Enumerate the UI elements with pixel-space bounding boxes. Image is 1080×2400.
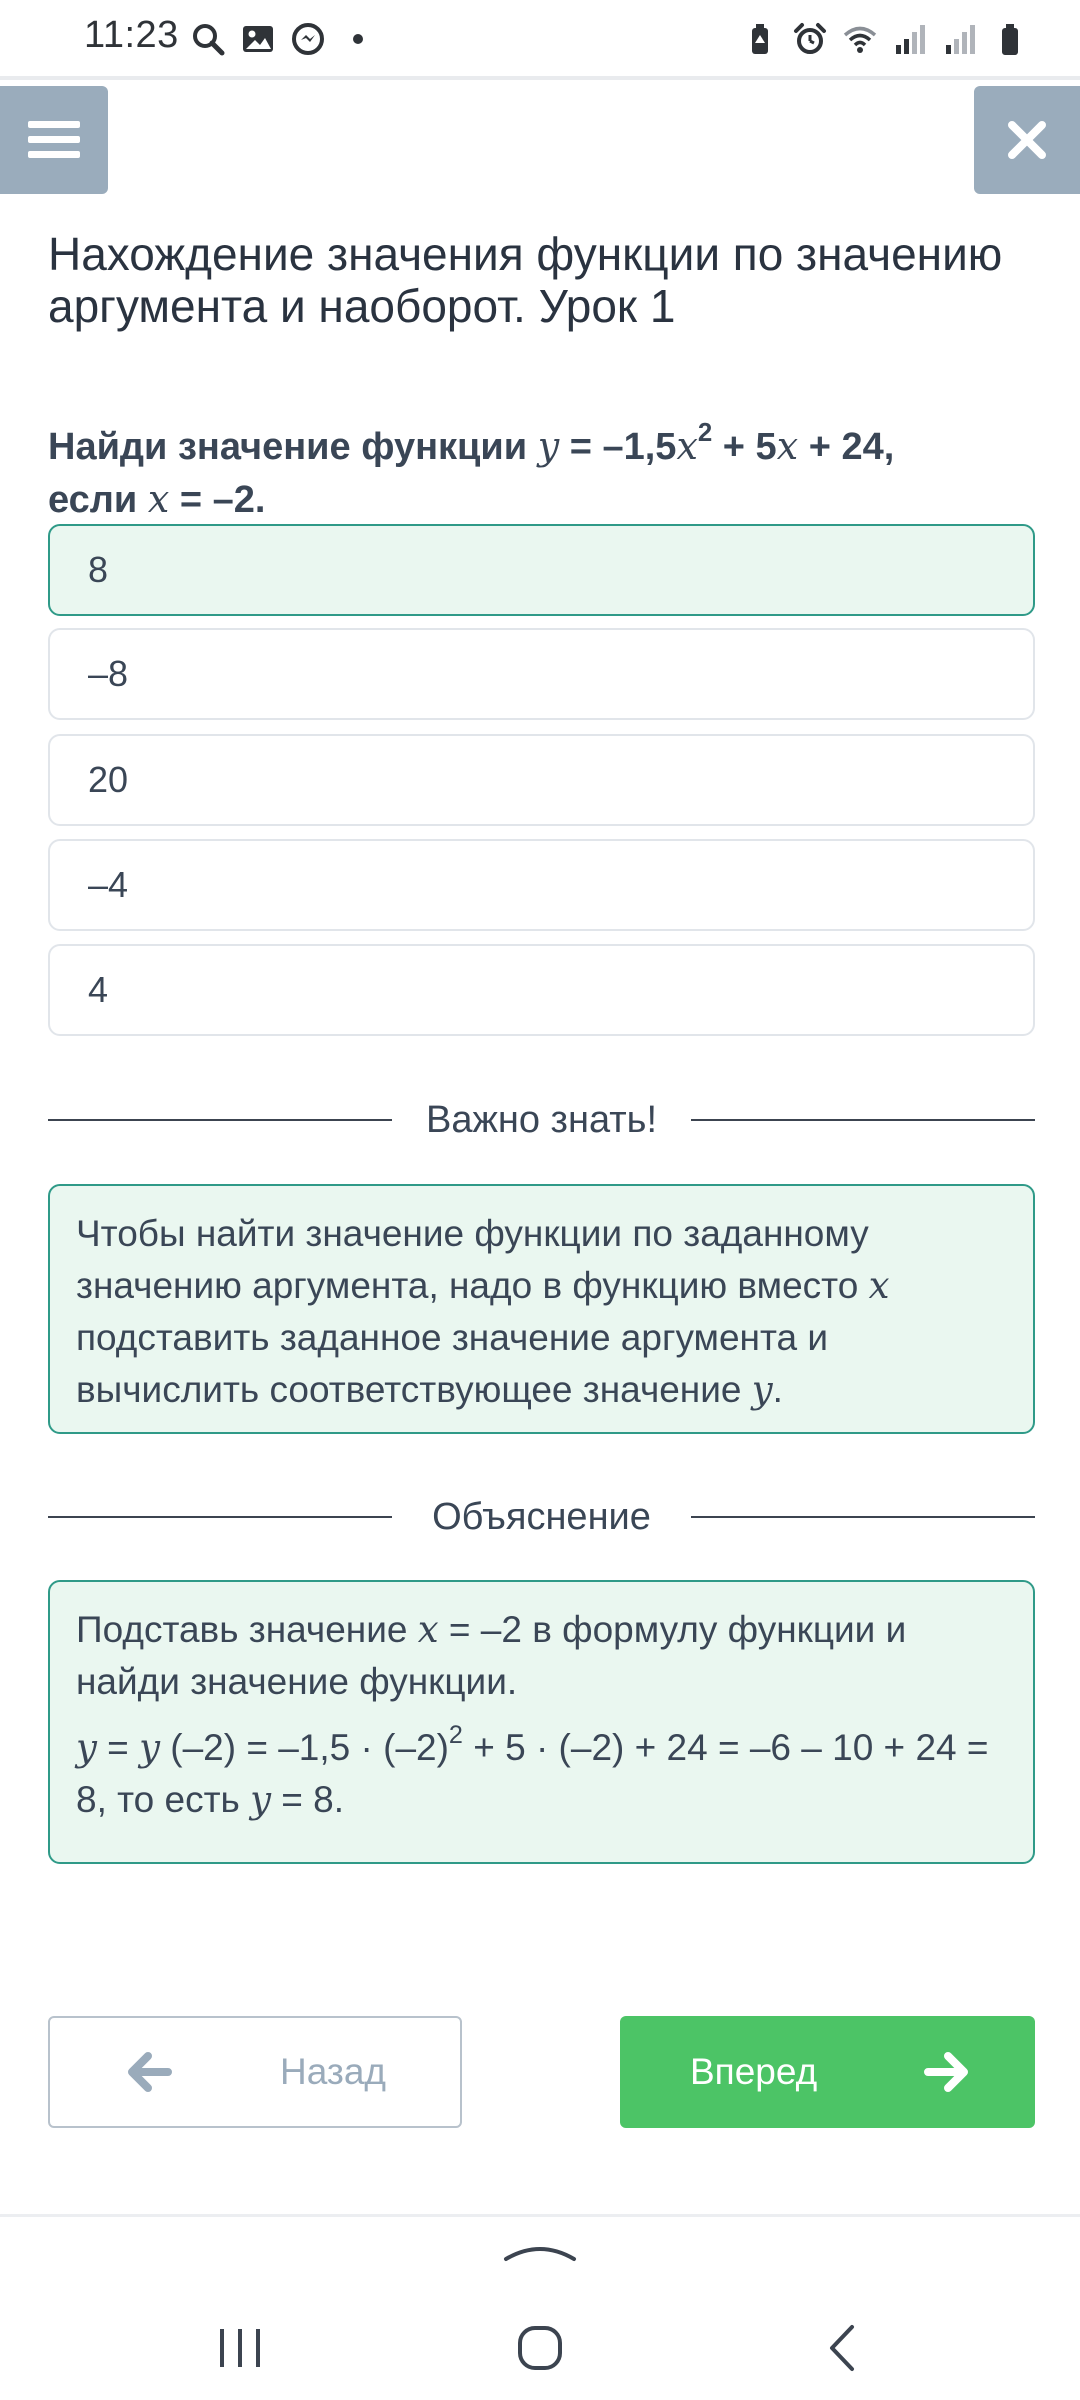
option-label: 20: [88, 759, 129, 800]
chevron-up-icon[interactable]: [502, 2237, 578, 2263]
gallery-icon: [240, 21, 276, 57]
question-part: + 5: [712, 426, 777, 468]
answer-option[interactable]: [48, 628, 1035, 720]
exponent: 2: [448, 1720, 463, 1749]
answer-option-correct[interactable]: [48, 524, 1035, 616]
text-part: = –2 в формулу функции и найди значение функции.: [76, 1609, 907, 1702]
text-part: (–2) = –1,5 · (–2): [159, 1727, 449, 1768]
battery-icon: [992, 21, 1028, 57]
alarm-icon: [792, 21, 828, 57]
arrow-left-icon: [124, 2050, 172, 2094]
status-bar-divider: [0, 76, 1080, 80]
var-y: y: [139, 1726, 160, 1769]
back-icon[interactable]: [816, 2321, 872, 2375]
signal-icon: [892, 21, 928, 57]
wifi-icon: [842, 21, 878, 57]
var-x: x: [676, 424, 698, 468]
answer-option[interactable]: [48, 839, 1035, 931]
search-icon: [190, 21, 226, 57]
status-left-icons: [190, 16, 376, 62]
close-button[interactable]: [974, 86, 1080, 194]
next-button-label: Вперед: [690, 2051, 818, 2092]
back-button-label: Назад: [280, 2051, 387, 2092]
system-navigation-bar: [0, 2214, 1080, 2400]
close-icon: [1007, 120, 1047, 160]
hamburger-icon: [28, 119, 80, 161]
var-x: x: [147, 477, 170, 521]
text-part: Чтобы найти значение функции по заданному значению аргумента, надо в функцию вместо: [76, 1213, 869, 1306]
text-part: Подставь значение: [76, 1609, 418, 1650]
divider-line: [48, 1516, 392, 1518]
explanation-text: [76, 1604, 1007, 1708]
dot-icon: [340, 21, 376, 57]
explanation-heading: Объяснение: [432, 1496, 651, 1538]
recent-apps-icon[interactable]: [212, 2321, 268, 2375]
var-x: x: [776, 424, 799, 468]
var-x: x: [868, 1264, 890, 1307]
question-text: [48, 420, 1038, 526]
text-part: = 8.: [271, 1779, 345, 1820]
option-label: –4: [88, 864, 129, 905]
important-box: [48, 1184, 1035, 1434]
var-x: x: [417, 1608, 439, 1651]
divider-line: [691, 1516, 1035, 1518]
exponent: 2: [697, 419, 713, 448]
home-icon[interactable]: [512, 2321, 568, 2375]
text-part: подставить заданное значение аргумента и вычислить соответствующее значение: [76, 1317, 829, 1410]
explanation-divider: [48, 1492, 1035, 1542]
question-part: если: [48, 479, 148, 521]
status-bar: [0, 0, 1080, 78]
next-button[interactable]: [620, 2016, 1035, 2128]
back-button[interactable]: [48, 2016, 462, 2128]
var-y: y: [537, 424, 560, 468]
divider-line: [48, 1119, 392, 1121]
battery-saver-icon: [742, 21, 778, 57]
answer-option[interactable]: [48, 734, 1035, 826]
question-part: = –2.: [169, 479, 266, 521]
status-time: 11:23: [84, 14, 179, 56]
messenger-icon: [290, 21, 326, 57]
important-text: [76, 1208, 1007, 1416]
arrow-right-icon: [924, 2050, 972, 2094]
lesson-title: Нахождение значения функции по значению аргумента и наоборот. Урок 1: [48, 228, 1003, 332]
option-label: –8: [88, 653, 129, 694]
explanation-solution: [76, 1722, 1007, 1826]
text-part: + 5 · (–2) + 24 = –6 – 10 + 24 = 8, то есть: [76, 1727, 989, 1820]
divider-line: [691, 1119, 1035, 1121]
text-part: .: [772, 1369, 783, 1410]
important-divider: [48, 1095, 1035, 1145]
status-right-icons: [742, 16, 1028, 62]
var-y: y: [250, 1778, 272, 1821]
explanation-box: [48, 1580, 1035, 1864]
important-heading: Важно знать!: [425, 1099, 658, 1141]
option-label: 4: [88, 969, 109, 1010]
question-part: + 24,: [798, 426, 895, 468]
answer-option[interactable]: [48, 944, 1035, 1036]
menu-button[interactable]: [0, 86, 108, 194]
text-part: =: [96, 1727, 140, 1768]
question-part: = –1,5: [559, 426, 677, 468]
option-label: 8: [88, 549, 109, 590]
var-y: y: [76, 1726, 97, 1769]
question-prefix: Найди значение функции: [48, 426, 538, 468]
var-y: y: [751, 1368, 773, 1411]
signal-icon: [942, 21, 978, 57]
